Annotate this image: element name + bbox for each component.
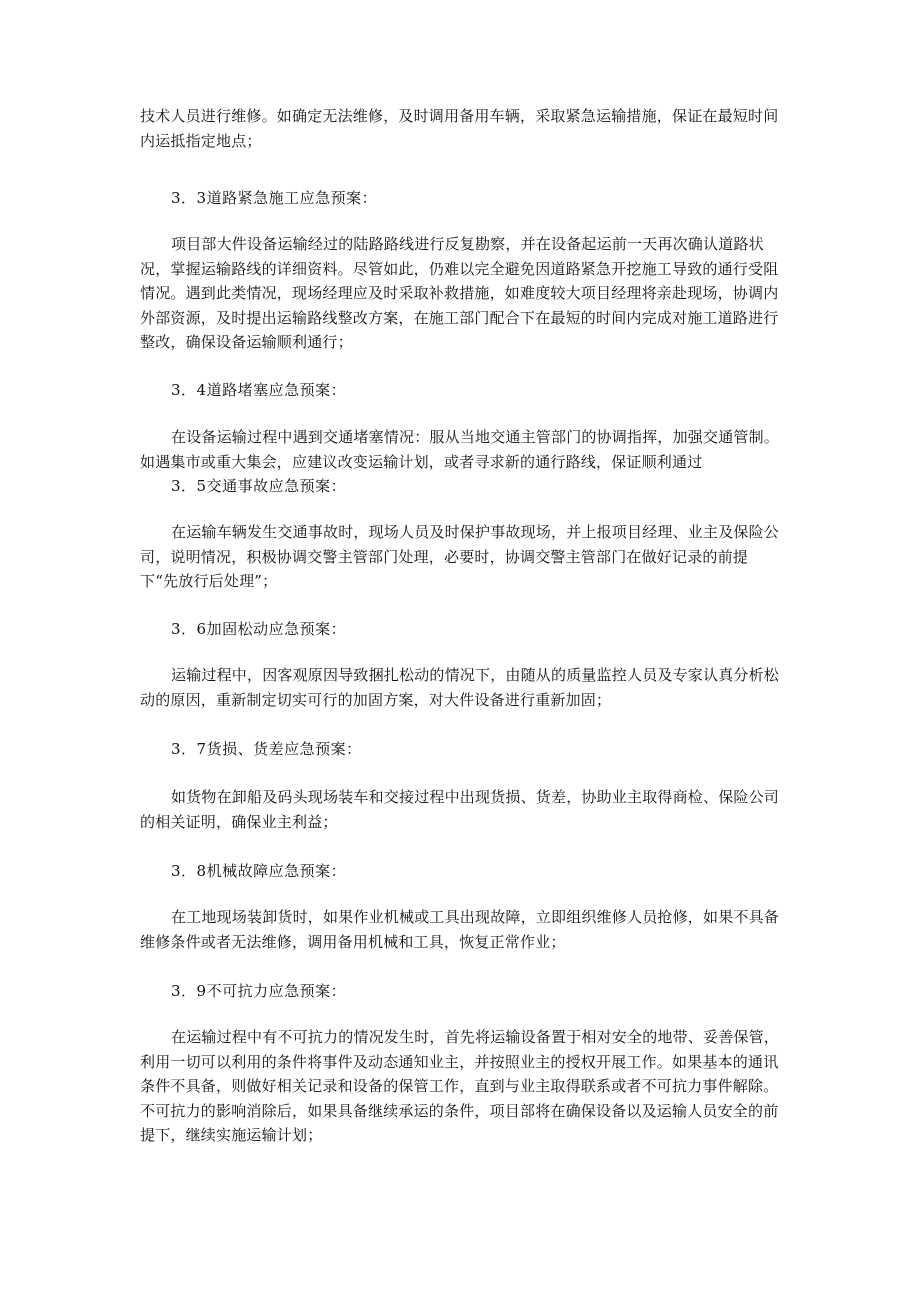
intro-paragraph: 技术人员进行维修。如确定无法维修，及时调用备用车辆，采取紧急运输措施，保证在最短时间内运抵指定地点； — [140, 107, 779, 150]
section-heading-3-4: 3．4道路堵塞应急预案： — [171, 381, 347, 399]
section-heading-3-7: 3．7货损、货差应急预案： — [171, 740, 362, 758]
section-body-3-8: 在工地现场装卸货时，如果作业机械或工具出现故障，立即组织维修人员抢修，如果不具备维修条件或者无法维修，调用备用机械和工具，恢复正常作业； — [140, 908, 780, 951]
section-body-3-3: 项目部大件设备运输经过的陆路路线进行反复勘察，并在设备起运前一天再次确认道路状况，掌握运输路线的详细资料。尽管如此，仍难以完全避免因道路紧急开挖施工导致的通行受阻情况。遇到此类情况，现场经理应及时采取补救措施，如难度较大项目经理将亲赴现场，协调内外部资源，及时提出运输路线整改方案，在施工部门配合下在最短的时间内完成对施工道路进行整改，确保设备运输顺利通行； — [140, 235, 779, 351]
section-heading-3-8: 3．8机械故障应急预案： — [171, 862, 347, 880]
section-body-3-4: 在设备运输过程中遇到交通堵塞情况：服从当地交通主管部门的协调指挥，加强交通管制。如遇集市或重大集会，应建议改变运输计划，或者寻求新的通行路线，保证顺利通过 — [140, 428, 780, 471]
section-heading-3-5: 3．5交通事故应急预案： — [171, 477, 347, 495]
section-body-3-5: 在运输车辆发生交通事故时，现场人员及时保护事故现场，并上报项目经理、业主及保险公司，说明情况，积极协调交警主管部门处理，必要时，协调交警主管部门在做好记录的前提下“先放行后处理”； — [140, 523, 780, 590]
section-heading-3-3: 3．3道路紧急施工应急预案： — [171, 189, 378, 207]
section-heading-3-9: 3．9不可抗力应急预案： — [171, 982, 347, 1000]
section-body-3-6: 运输过程中，因客观原因导致捆扎松动的情况下，由随从的质量监控人员及专家认真分析松动的原因，重新制定切实可行的加固方案，对大件设备进行重新加固； — [140, 666, 780, 709]
section-heading-3-6: 3．6加固松动应急预案： — [171, 620, 347, 638]
section-body-3-7: 如货物在卸船及码头现场装车和交接过程中出现货损、货差，协助业主取得商检、保险公司的相关证明，确保业主利益； — [140, 788, 780, 831]
section-body-3-9: 在运输过程中有不可抗力的情况发生时，首先将运输设备置于相对安全的地带、妥善保管，利用一切可以利用的条件将事件及动态通知业主，并按照业主的授权开展工作。如果基本的通讯条件不具备，则做好相关记录和设备的保管工作，直到与业主取得联系或者不可抗力事件解除。不可抗力的影响消除后，如果具备继续承运的条件，项目部将在确保设备以及运输人员安全的前提下，继续实施运输计划； — [140, 1028, 780, 1144]
